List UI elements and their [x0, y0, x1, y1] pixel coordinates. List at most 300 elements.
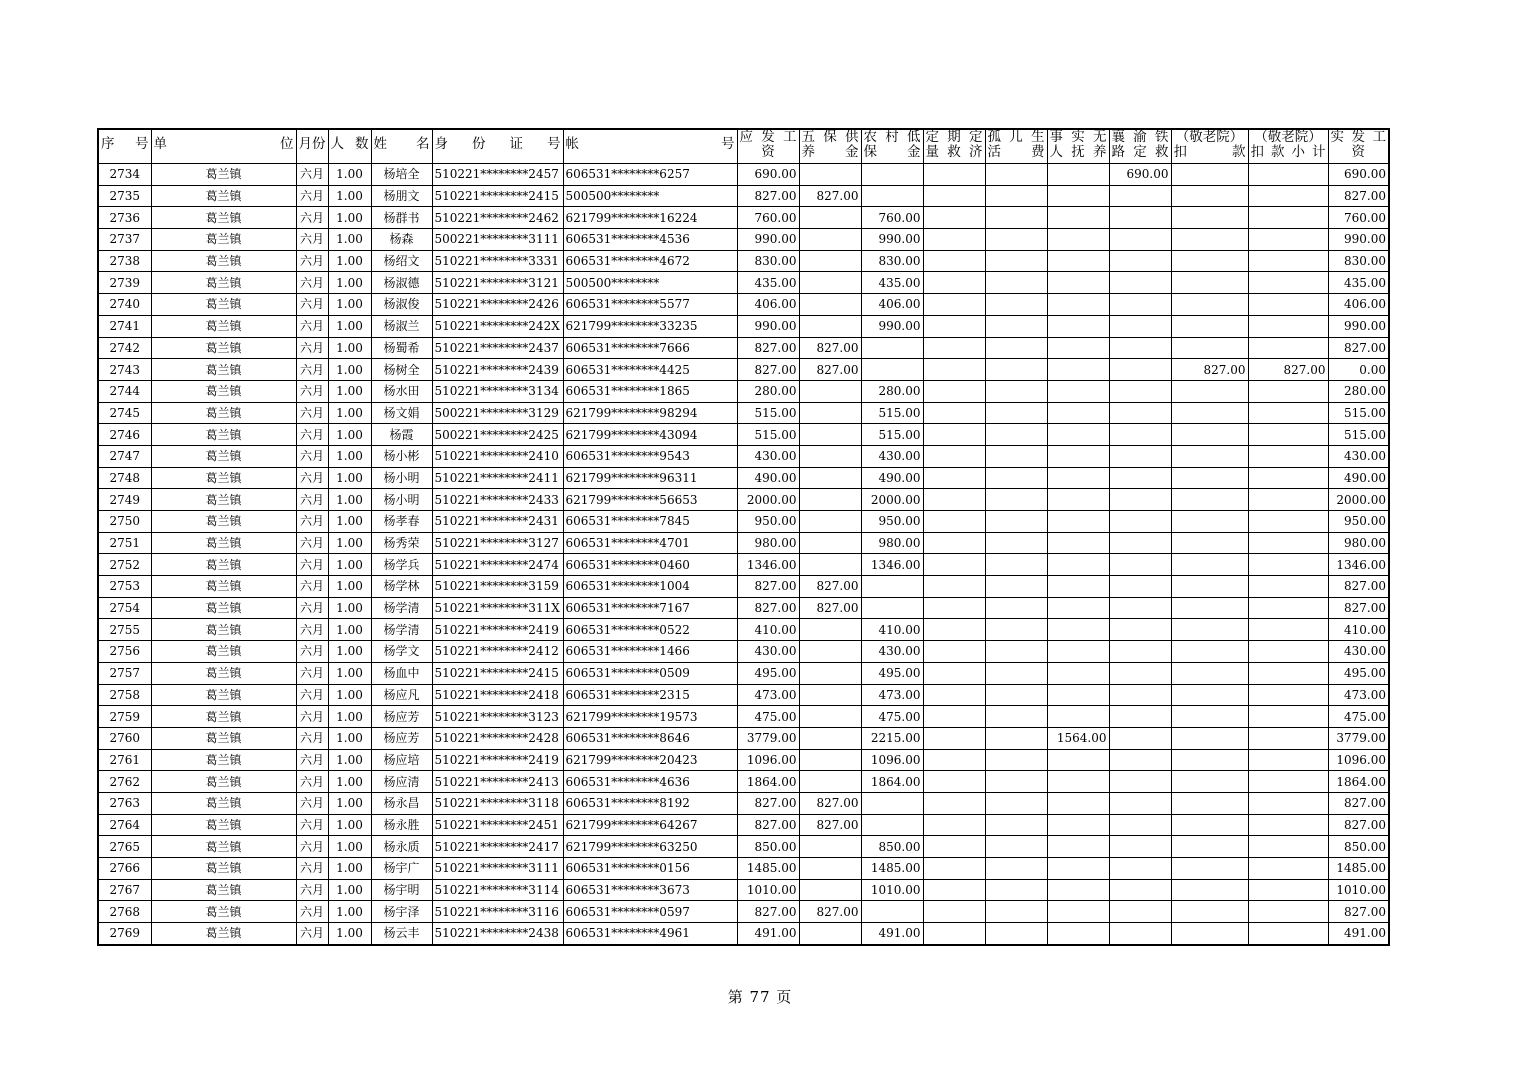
cell-gross-pay: 827.00 — [737, 185, 799, 207]
cell-net-pay: 850.00 — [1328, 836, 1389, 858]
cell-count: 1.00 — [328, 727, 371, 749]
cell-rural-min-living — [861, 792, 923, 814]
header-text: 计 — [1312, 144, 1326, 160]
cell-count: 1.00 — [328, 879, 371, 901]
cell-seq: 2745 — [98, 402, 151, 424]
cell-orphan-living — [985, 619, 1047, 641]
cell-nursing-home-deduct — [1171, 315, 1248, 337]
cell-net-pay: 473.00 — [1328, 684, 1389, 706]
cell-unit: 葛兰镇 — [151, 641, 296, 663]
cell-railway-relief — [1109, 532, 1171, 554]
cell-name: 杨小明 — [371, 467, 432, 489]
cell-month: 六月 — [296, 294, 328, 316]
cell-rural-min-living: 430.00 — [861, 641, 923, 663]
cell-net-pay: 0.00 — [1328, 359, 1389, 381]
cell-nursing-home-deduct — [1171, 554, 1248, 576]
cell-deduct-subtotal — [1248, 532, 1328, 554]
cell-count: 1.00 — [328, 380, 371, 402]
cell-month: 六月 — [296, 337, 328, 359]
cell-unit: 葛兰镇 — [151, 771, 296, 793]
cell-unit: 葛兰镇 — [151, 359, 296, 381]
header-de-facto-orphan — [1047, 129, 1109, 164]
cell-id-number: 510221********2462 — [432, 207, 563, 229]
cell-unit: 葛兰镇 — [151, 185, 296, 207]
table-row — [98, 359, 1389, 381]
cell-unit: 葛兰镇 — [151, 467, 296, 489]
header-text: 小 — [1291, 144, 1305, 160]
cell-seq: 2742 — [98, 337, 151, 359]
table-row — [98, 619, 1389, 641]
cell-gross-pay: 1864.00 — [737, 771, 799, 793]
cell-five-guarantee — [799, 315, 861, 337]
cell-id-number: 510221********2437 — [432, 337, 563, 359]
cell-count: 1.00 — [328, 771, 371, 793]
cell-unit: 葛兰镇 — [151, 749, 296, 771]
cell-rural-min-living — [861, 164, 923, 186]
cell-five-guarantee — [799, 619, 861, 641]
cell-net-pay: 827.00 — [1328, 576, 1389, 598]
cell-month: 六月 — [296, 467, 328, 489]
cell-count: 1.00 — [328, 792, 371, 814]
cell-seq: 2764 — [98, 814, 151, 836]
cell-rural-min-living: 830.00 — [861, 250, 923, 272]
cell-deduct-subtotal — [1248, 185, 1328, 207]
cell-seq: 2756 — [98, 641, 151, 663]
cell-id-number: 510221********2451 — [432, 814, 563, 836]
header-text: 村 — [885, 129, 899, 145]
cell-net-pay: 1096.00 — [1328, 749, 1389, 771]
header-text: 路 — [1111, 144, 1125, 160]
cell-month: 六月 — [296, 164, 328, 186]
cell-rural-min-living: 2215.00 — [861, 727, 923, 749]
cell-account: 606531********2315 — [563, 684, 737, 706]
cell-fixed-relief — [923, 207, 985, 229]
cell-seq: 2746 — [98, 424, 151, 446]
cell-de-facto-orphan — [1047, 706, 1109, 728]
header-row — [98, 129, 1389, 164]
cell-fixed-relief — [923, 576, 985, 598]
cell-unit: 葛兰镇 — [151, 858, 296, 880]
header-text: 单 — [153, 136, 167, 152]
cell-orphan-living — [985, 879, 1047, 901]
cell-month: 六月 — [296, 359, 328, 381]
cell-net-pay: 435.00 — [1328, 272, 1389, 294]
header-text: 人 — [330, 136, 344, 152]
cell-rural-min-living — [861, 597, 923, 619]
cell-nursing-home-deduct — [1171, 272, 1248, 294]
header-text: 发 — [761, 129, 775, 145]
cell-month: 六月 — [296, 489, 328, 511]
cell-orphan-living — [985, 207, 1047, 229]
cell-gross-pay: 827.00 — [737, 337, 799, 359]
header-text: 号 — [135, 136, 149, 152]
cell-five-guarantee — [799, 229, 861, 251]
cell-name: 杨淑德 — [371, 272, 432, 294]
cell-net-pay: 515.00 — [1328, 402, 1389, 424]
header-text: 金 — [845, 144, 859, 160]
header-text: 月份 — [298, 136, 326, 152]
cell-nursing-home-deduct — [1171, 641, 1248, 663]
cell-net-pay: 491.00 — [1328, 923, 1389, 945]
cell-orphan-living — [985, 771, 1047, 793]
cell-deduct-subtotal — [1248, 445, 1328, 467]
table-row — [98, 641, 1389, 663]
cell-count: 1.00 — [328, 272, 371, 294]
cell-unit: 葛兰镇 — [151, 445, 296, 467]
cell-seq: 2761 — [98, 749, 151, 771]
cell-account: 606531********4701 — [563, 532, 737, 554]
cell-gross-pay: 410.00 — [737, 619, 799, 641]
cell-seq: 2755 — [98, 619, 151, 641]
table-row — [98, 554, 1389, 576]
cell-nursing-home-deduct — [1171, 792, 1248, 814]
cell-orphan-living — [985, 749, 1047, 771]
cell-net-pay: 475.00 — [1328, 706, 1389, 728]
cell-unit: 葛兰镇 — [151, 294, 296, 316]
header-text: 金 — [907, 144, 921, 160]
cell-unit: 葛兰镇 — [151, 706, 296, 728]
cell-orphan-living — [985, 554, 1047, 576]
header-text: 名 — [416, 136, 430, 152]
cell-gross-pay: 827.00 — [737, 792, 799, 814]
cell-net-pay: 827.00 — [1328, 337, 1389, 359]
cell-gross-pay: 830.00 — [737, 250, 799, 272]
table-row — [98, 250, 1389, 272]
header-text: 扣 — [1250, 144, 1264, 160]
table-row — [98, 662, 1389, 684]
cell-gross-pay: 827.00 — [737, 814, 799, 836]
cell-account: 621799********20423 — [563, 749, 737, 771]
header-id-number — [432, 129, 563, 164]
cell-orphan-living — [985, 294, 1047, 316]
cell-account: 606531********6257 — [563, 164, 737, 186]
cell-name: 杨森 — [371, 229, 432, 251]
header-text: 帐 — [565, 136, 579, 152]
cell-net-pay: 830.00 — [1328, 250, 1389, 272]
cell-id-number: 510221********311X — [432, 597, 563, 619]
cell-month: 六月 — [296, 402, 328, 424]
cell-five-guarantee — [799, 250, 861, 272]
cell-id-number: 510221********2428 — [432, 727, 563, 749]
header-text: 救 — [947, 144, 961, 160]
header-text: 期 — [947, 129, 961, 145]
cell-orphan-living — [985, 185, 1047, 207]
cell-rural-min-living: 1010.00 — [861, 879, 923, 901]
header-account — [563, 129, 737, 164]
header-text: 数 — [355, 136, 369, 152]
cell-unit: 葛兰镇 — [151, 164, 296, 186]
cell-month: 六月 — [296, 315, 328, 337]
cell-account: 606531********7167 — [563, 597, 737, 619]
cell-count: 1.00 — [328, 294, 371, 316]
cell-seq: 2752 — [98, 554, 151, 576]
cell-net-pay: 3779.00 — [1328, 727, 1389, 749]
cell-orphan-living — [985, 641, 1047, 663]
cell-deduct-subtotal — [1248, 511, 1328, 533]
cell-five-guarantee — [799, 879, 861, 901]
cell-rural-min-living: 980.00 — [861, 532, 923, 554]
cell-de-facto-orphan — [1047, 792, 1109, 814]
header-text: 救 — [1155, 144, 1169, 160]
cell-count: 1.00 — [328, 359, 371, 381]
cell-railway-relief — [1109, 749, 1171, 771]
cell-railway-relief — [1109, 467, 1171, 489]
cell-id-number: 510221********3116 — [432, 901, 563, 923]
cell-count: 1.00 — [328, 207, 371, 229]
cell-deduct-subtotal — [1248, 901, 1328, 923]
cell-name: 杨永昌 — [371, 792, 432, 814]
cell-id-number: 510221********2412 — [432, 641, 563, 663]
cell-orphan-living — [985, 923, 1047, 945]
cell-seq: 2735 — [98, 185, 151, 207]
table-row — [98, 749, 1389, 771]
cell-railway-relief — [1109, 250, 1171, 272]
cell-unit: 葛兰镇 — [151, 207, 296, 229]
cell-seq: 2750 — [98, 511, 151, 533]
cell-railway-relief: 690.00 — [1109, 164, 1171, 186]
header-seq — [98, 129, 151, 164]
cell-count: 1.00 — [328, 749, 371, 771]
header-month — [296, 129, 328, 164]
cell-account: 606531********7666 — [563, 337, 737, 359]
cell-nursing-home-deduct — [1171, 662, 1248, 684]
cell-month: 六月 — [296, 445, 328, 467]
cell-name: 杨永胜 — [371, 814, 432, 836]
cell-gross-pay: 473.00 — [737, 684, 799, 706]
cell-month: 六月 — [296, 771, 328, 793]
cell-railway-relief — [1109, 185, 1171, 207]
cell-nursing-home-deduct — [1171, 402, 1248, 424]
cell-de-facto-orphan — [1047, 250, 1109, 272]
cell-deduct-subtotal — [1248, 706, 1328, 728]
cell-nursing-home-deduct — [1171, 684, 1248, 706]
cell-account: 500500******** — [563, 272, 737, 294]
cell-name: 杨蜀希 — [371, 337, 432, 359]
cell-gross-pay: 850.00 — [737, 836, 799, 858]
table-row — [98, 858, 1389, 880]
cell-orphan-living — [985, 814, 1047, 836]
cell-orphan-living — [985, 380, 1047, 402]
cell-unit: 葛兰镇 — [151, 814, 296, 836]
cell-nursing-home-deduct — [1171, 511, 1248, 533]
cell-gross-pay: 690.00 — [737, 164, 799, 186]
cell-count: 1.00 — [328, 489, 371, 511]
cell-name: 杨云丰 — [371, 923, 432, 945]
cell-gross-pay: 827.00 — [737, 901, 799, 923]
cell-name: 杨应凡 — [371, 684, 432, 706]
cell-name: 杨小明 — [371, 489, 432, 511]
cell-count: 1.00 — [328, 185, 371, 207]
cell-nursing-home-deduct — [1171, 879, 1248, 901]
cell-seq: 2766 — [98, 858, 151, 880]
cell-unit: 葛兰镇 — [151, 576, 296, 598]
cell-net-pay: 827.00 — [1328, 814, 1389, 836]
cell-de-facto-orphan — [1047, 402, 1109, 424]
cell-count: 1.00 — [328, 532, 371, 554]
cell-account: 621799********96311 — [563, 467, 737, 489]
cell-count: 1.00 — [328, 445, 371, 467]
cell-seq: 2743 — [98, 359, 151, 381]
cell-de-facto-orphan — [1047, 771, 1109, 793]
cell-deduct-subtotal — [1248, 207, 1328, 229]
cell-unit: 葛兰镇 — [151, 597, 296, 619]
cell-net-pay: 490.00 — [1328, 467, 1389, 489]
cell-fixed-relief — [923, 532, 985, 554]
cell-seq: 2751 — [98, 532, 151, 554]
cell-net-pay: 430.00 — [1328, 641, 1389, 663]
cell-count: 1.00 — [328, 662, 371, 684]
cell-five-guarantee — [799, 836, 861, 858]
cell-seq: 2757 — [98, 662, 151, 684]
cell-account: 606531********4636 — [563, 771, 737, 793]
cell-nursing-home-deduct — [1171, 337, 1248, 359]
cell-five-guarantee: 827.00 — [799, 597, 861, 619]
cell-five-guarantee — [799, 402, 861, 424]
cell-unit: 葛兰镇 — [151, 380, 296, 402]
cell-rural-min-living: 430.00 — [861, 445, 923, 467]
cell-deduct-subtotal — [1248, 641, 1328, 663]
header-text: 位 — [280, 136, 294, 152]
cell-gross-pay: 760.00 — [737, 207, 799, 229]
cell-orphan-living — [985, 597, 1047, 619]
cell-fixed-relief — [923, 380, 985, 402]
cell-account: 606531********0460 — [563, 554, 737, 576]
cell-rural-min-living: 280.00 — [861, 380, 923, 402]
cell-name: 杨小彬 — [371, 445, 432, 467]
cell-count: 1.00 — [328, 467, 371, 489]
cell-gross-pay: 515.00 — [737, 424, 799, 446]
cell-gross-pay: 435.00 — [737, 272, 799, 294]
cell-account: 621799********43094 — [563, 424, 737, 446]
payroll-table — [97, 128, 1390, 946]
cell-de-facto-orphan — [1047, 576, 1109, 598]
cell-id-number: 510221********2415 — [432, 185, 563, 207]
header-text: 扣 — [1173, 144, 1187, 160]
cell-de-facto-orphan — [1047, 489, 1109, 511]
cell-net-pay: 1346.00 — [1328, 554, 1389, 576]
cell-de-facto-orphan — [1047, 662, 1109, 684]
cell-month: 六月 — [296, 684, 328, 706]
header-orphan-living — [985, 129, 1047, 164]
header-five-guarantee — [799, 129, 861, 164]
cell-railway-relief — [1109, 315, 1171, 337]
cell-five-guarantee — [799, 662, 861, 684]
cell-deduct-subtotal — [1248, 597, 1328, 619]
header-rural-min-living — [861, 129, 923, 164]
cell-count: 1.00 — [328, 402, 371, 424]
cell-gross-pay: 490.00 — [737, 467, 799, 489]
header-text: 人 — [1049, 144, 1063, 160]
cell-rural-min-living — [861, 359, 923, 381]
cell-fixed-relief — [923, 402, 985, 424]
cell-deduct-subtotal — [1248, 836, 1328, 858]
header-text: 资 — [1351, 144, 1365, 160]
cell-five-guarantee: 827.00 — [799, 792, 861, 814]
cell-account: 606531********4961 — [563, 923, 737, 945]
cell-seq: 2768 — [98, 901, 151, 923]
cell-count: 1.00 — [328, 229, 371, 251]
cell-account: 606531********0156 — [563, 858, 737, 880]
cell-account: 621799********98294 — [563, 402, 737, 424]
cell-deduct-subtotal — [1248, 554, 1328, 576]
cell-five-guarantee: 827.00 — [799, 576, 861, 598]
header-text: （敬老院） — [1254, 129, 1322, 145]
cell-nursing-home-deduct: 827.00 — [1171, 359, 1248, 381]
cell-id-number: 510221********2410 — [432, 445, 563, 467]
header-text: 五 — [801, 129, 815, 145]
cell-orphan-living — [985, 445, 1047, 467]
cell-nursing-home-deduct — [1171, 250, 1248, 272]
cell-name: 杨应清 — [371, 771, 432, 793]
cell-account: 606531********0509 — [563, 662, 737, 684]
cell-de-facto-orphan — [1047, 445, 1109, 467]
cell-deduct-subtotal — [1248, 337, 1328, 359]
cell-count: 1.00 — [328, 814, 371, 836]
cell-id-number: 510221********2426 — [432, 294, 563, 316]
cell-gross-pay: 950.00 — [737, 511, 799, 533]
cell-orphan-living — [985, 576, 1047, 598]
cell-count: 1.00 — [328, 619, 371, 641]
cell-rural-min-living: 990.00 — [861, 229, 923, 251]
cell-deduct-subtotal: 827.00 — [1248, 359, 1328, 381]
cell-railway-relief — [1109, 641, 1171, 663]
header-count — [328, 129, 371, 164]
cell-fixed-relief — [923, 467, 985, 489]
cell-name: 杨应芳 — [371, 706, 432, 728]
cell-fixed-relief — [923, 511, 985, 533]
table-row — [98, 901, 1389, 923]
cell-net-pay: 430.00 — [1328, 445, 1389, 467]
cell-month: 六月 — [296, 662, 328, 684]
table-row — [98, 445, 1389, 467]
cell-nursing-home-deduct — [1171, 576, 1248, 598]
header-text: 序 — [101, 136, 115, 152]
cell-fixed-relief — [923, 359, 985, 381]
cell-id-number: 510221********2457 — [432, 164, 563, 186]
cell-nursing-home-deduct — [1171, 727, 1248, 749]
cell-month: 六月 — [296, 619, 328, 641]
cell-seq: 2765 — [98, 836, 151, 858]
cell-deduct-subtotal — [1248, 380, 1328, 402]
cell-month: 六月 — [296, 532, 328, 554]
header-net-pay — [1328, 129, 1389, 164]
header-nursing-home-deduct — [1171, 129, 1248, 164]
cell-nursing-home-deduct — [1171, 532, 1248, 554]
cell-id-number: 510221********2419 — [432, 749, 563, 771]
header-text: 定 — [1133, 144, 1147, 160]
cell-deduct-subtotal — [1248, 727, 1328, 749]
header-text: （敬老院） — [1175, 129, 1244, 145]
cell-five-guarantee — [799, 641, 861, 663]
cell-de-facto-orphan — [1047, 684, 1109, 706]
cell-railway-relief — [1109, 489, 1171, 511]
cell-gross-pay: 430.00 — [737, 641, 799, 663]
cell-rural-min-living — [861, 185, 923, 207]
cell-fixed-relief — [923, 901, 985, 923]
cell-seq: 2740 — [98, 294, 151, 316]
cell-rural-min-living: 760.00 — [861, 207, 923, 229]
cell-id-number: 510221********3118 — [432, 792, 563, 814]
cell-rural-min-living: 495.00 — [861, 662, 923, 684]
cell-account: 606531********5577 — [563, 294, 737, 316]
cell-nursing-home-deduct — [1171, 489, 1248, 511]
cell-railway-relief — [1109, 814, 1171, 836]
cell-de-facto-orphan — [1047, 185, 1109, 207]
table-row — [98, 185, 1389, 207]
cell-seq: 2754 — [98, 597, 151, 619]
cell-unit: 葛兰镇 — [151, 424, 296, 446]
cell-five-guarantee — [799, 467, 861, 489]
